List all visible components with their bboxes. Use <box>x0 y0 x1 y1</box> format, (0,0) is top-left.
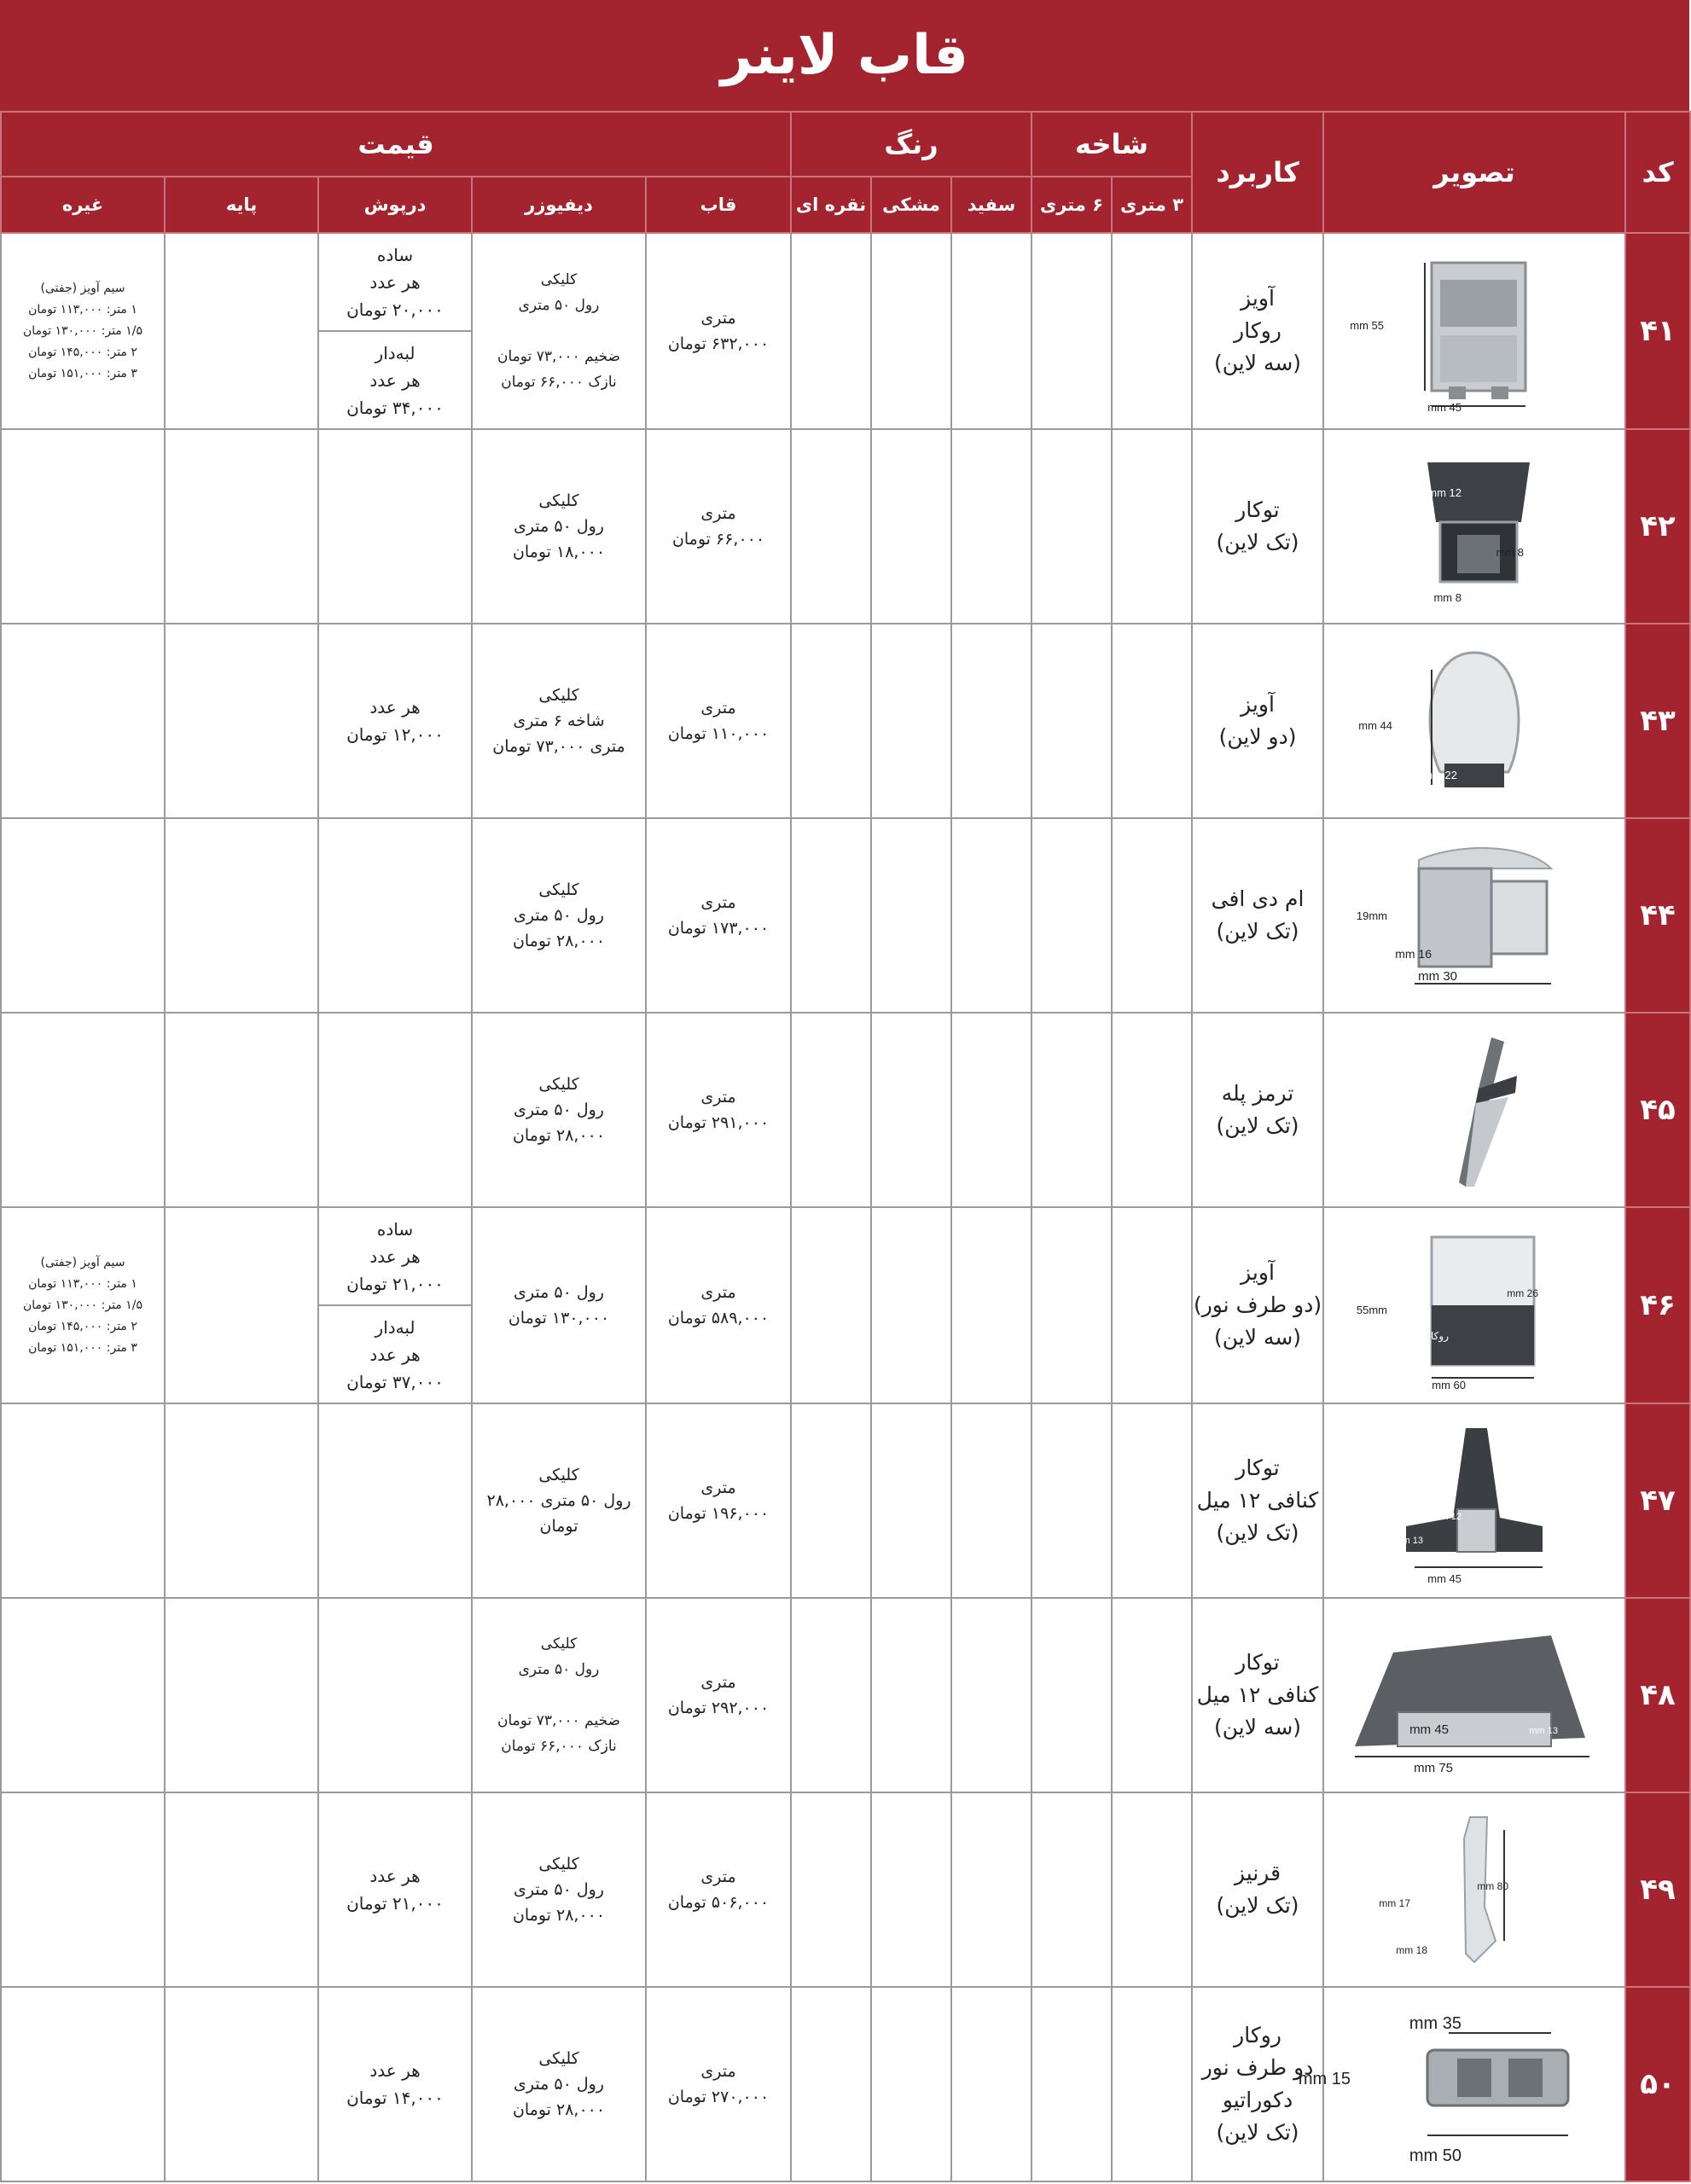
header-cover: درپوش <box>318 177 472 233</box>
dim-label: 45 mm <box>1409 1722 1450 1737</box>
usage-cell: توکار کنافی ۱۲ میل (سه لاین) <box>1192 1598 1323 1792</box>
dim-label: 80 mm <box>1477 1880 1509 1892</box>
header-black: مشکی <box>871 177 951 233</box>
frame-price: متری ۱۱۰,۰۰۰ تومان <box>646 624 791 818</box>
diffuser-price: کلیکی رول ۵۰ متری ۲۸,۰۰۰ تومان <box>472 818 646 1013</box>
branch-6m-cell <box>1031 1598 1112 1792</box>
dim-label: 55mm <box>1356 1304 1388 1316</box>
header-color: رنگ <box>791 112 1031 177</box>
header-image: تصویر <box>1323 112 1625 233</box>
frame-price: متری ۶۶,۰۰۰ تومان <box>646 429 791 624</box>
dim-label: 55 mm <box>1350 319 1385 332</box>
usage-cell: توکار کنافی ۱۲ میل (تک لاین) <box>1192 1403 1323 1598</box>
dim-label: 8 mm <box>1433 591 1462 604</box>
dim-label: 16 mm <box>1395 947 1432 961</box>
other-price <box>1 1013 165 1207</box>
header-silver: نقره ای <box>791 177 871 233</box>
usage-cell: ام دی افی (تک لاین) <box>1192 818 1323 1013</box>
profile-image <box>1323 1013 1625 1207</box>
header-branch: شاخه <box>1031 112 1192 177</box>
branch-6m-cell <box>1031 624 1112 818</box>
product-code: ۴۲ <box>1625 429 1690 624</box>
white-cell <box>951 1792 1031 1987</box>
branch-6m-cell <box>1031 1207 1112 1403</box>
cover-price <box>318 429 472 624</box>
table-row <box>1 429 1690 624</box>
usage-cell: ترمز پله (تک لاین) <box>1192 1013 1323 1207</box>
usage-cell: روکار دو طرف نور دکوراتیو (تک لاین) <box>1192 1987 1323 2181</box>
dim-label: 44 mm <box>1358 719 1393 732</box>
diffuser-price: کلیکی رول ۵۰ متری ۲۸,۰۰۰ تومان <box>472 1013 646 1207</box>
black-cell <box>871 1987 951 2181</box>
other-price: سیم آویز (جفتی) ۱ متر: ۱۱۳,۰۰۰ تومان ۱/۵ متر: ۱۳۰,۰۰۰ تومان ۲ متر: ۱۴۵,۰۰۰ تومان ۳ متر: ۱۵۱,۰۰۰ تومان <box>1 1207 165 1403</box>
profile-diagram <box>1356 1220 1568 1391</box>
dim-label: 35 mm <box>1409 2014 1462 2033</box>
header-code: کد <box>1625 112 1690 233</box>
frame-price: متری ۲۷۰,۰۰۰ تومان <box>646 1987 791 2181</box>
branch-6m-cell <box>1031 429 1112 624</box>
profile-image <box>1323 233 1625 429</box>
profile-image <box>1323 1207 1625 1403</box>
usage-cell: آویز روکار (سه لاین) <box>1192 233 1323 429</box>
frame-price: متری ۵۸۹,۰۰۰ تومان <box>646 1207 791 1403</box>
branch-3m-cell <box>1112 1403 1192 1598</box>
cover-simple: ساده هر عدد ۲۱,۰۰۰ تومان <box>346 1218 444 1294</box>
branch-6m-cell <box>1031 1403 1112 1598</box>
branch-3m-cell <box>1112 1987 1192 2181</box>
white-cell <box>951 1013 1031 1207</box>
base-price <box>165 429 318 624</box>
frame-price: متری ۵۰۶,۰۰۰ تومان <box>646 1792 791 1987</box>
product-code: ۴۶ <box>1625 1207 1690 1403</box>
dim-label: 26 mm <box>1507 1287 1539 1299</box>
other-price <box>1 624 165 818</box>
diffuser-price: کلیکی رول ۵۰ متری ۱۸,۰۰۰ تومان <box>472 429 646 624</box>
base-price <box>165 1792 318 1987</box>
usage-cell: توکار (تک لاین) <box>1192 429 1323 624</box>
product-code: ۴۷ <box>1625 1403 1690 1598</box>
base-price <box>165 818 318 1013</box>
base-price <box>165 1598 318 1792</box>
usage-cell: آویز (دو طرف نور) (سه لاین) <box>1192 1207 1323 1403</box>
branch-3m-cell <box>1112 624 1192 818</box>
black-cell <box>871 1207 951 1403</box>
black-cell <box>871 818 951 1013</box>
table-row <box>1 233 1690 429</box>
branch-3m-cell <box>1112 429 1192 624</box>
header-usage: کاربرد <box>1192 112 1323 233</box>
product-code: ۴۱ <box>1625 233 1690 429</box>
cover-price: هر عدد ۱۲,۰۰۰ تومان <box>318 624 472 818</box>
base-price <box>165 624 318 818</box>
dim-label: 13 mm <box>1394 1536 1424 1546</box>
branch-3m-cell <box>1112 818 1192 1013</box>
silver-cell <box>791 1403 871 1598</box>
black-cell <box>871 429 951 624</box>
dim-label: 18 mm <box>1396 1944 1428 1956</box>
dim-label: 8 mm <box>1496 546 1525 559</box>
table-row <box>1 1403 1690 1598</box>
frame-price: متری ۲۹۱,۰۰۰ تومان <box>646 1013 791 1207</box>
dim-label: 17 mm <box>1379 1897 1411 1909</box>
white-cell <box>951 624 1031 818</box>
header-diffuser: دیفیوزر <box>472 177 646 233</box>
frame-price: متری ۶۳۲,۰۰۰ تومان <box>646 233 791 429</box>
frame-price: متری ۱۷۳,۰۰۰ تومان <box>646 818 791 1013</box>
white-cell <box>951 233 1031 429</box>
profile-diagram <box>1380 1415 1568 1586</box>
dim-label: 12 mm <box>1427 486 1462 499</box>
profile-image <box>1298 1987 1625 2181</box>
silver-cell <box>791 1207 871 1403</box>
product-code: ۵۰ <box>1625 1987 1690 2181</box>
diffuser-price: کلیکی رول ۵۰ متری ۲۸,۰۰۰ تومان <box>472 1792 646 1987</box>
profile-image <box>1323 1792 1625 1987</box>
branch-6m-cell <box>1031 233 1112 429</box>
dim-label: 50 mm <box>1409 2146 1462 2165</box>
diffuser-price: کلیکی شاخه ۶ متری متری ۷۳,۰۰۰ تومان <box>472 624 646 818</box>
black-cell <box>871 233 951 429</box>
black-cell <box>871 1013 951 1207</box>
page-title: قاب لاینر <box>0 0 1689 111</box>
silver-cell <box>791 624 871 818</box>
other-price <box>1 1598 165 1792</box>
profile-diagram <box>1356 830 1568 1001</box>
cover-price <box>318 1598 472 1792</box>
base-price <box>165 1013 318 1207</box>
base-price <box>165 233 318 429</box>
silver-cell <box>791 818 871 1013</box>
cover-simple: ساده هر عدد ۲۰,۰۰۰ تومان <box>346 244 444 320</box>
black-cell <box>871 1792 951 1987</box>
dim-label: 75 mm <box>1414 1761 1454 1775</box>
header-price: قیمت <box>1 112 791 177</box>
white-cell <box>951 429 1031 624</box>
cover-price <box>318 233 472 429</box>
dim-label: 13 mm <box>1529 1726 1559 1736</box>
profile-diagram <box>1380 441 1568 612</box>
branch-6m-cell <box>1031 818 1112 1013</box>
table-row <box>1 818 1690 1013</box>
cover-price <box>318 818 472 1013</box>
dim-label: 45 mm <box>1427 1572 1462 1585</box>
table-row <box>1 1987 1690 2181</box>
header-branch-6m: ۶ متری <box>1031 177 1112 233</box>
diffuser-price: کلیکی رول ۵۰ متری ضخیم ۷۳,۰۰۰ تومان نازک ۶۶,۰۰۰ تومان <box>472 233 646 429</box>
dim-label: 60 mm <box>1432 1379 1467 1391</box>
product-code: ۴۴ <box>1625 818 1690 1013</box>
header-branch-3m: ۳ متری <box>1112 177 1192 233</box>
diffuser-price: کلیکی رول ۵۰ متری ضخیم ۷۳,۰۰۰ تومان نازک ۶۶,۰۰۰ تومان <box>472 1598 646 1792</box>
header-base: پایه <box>165 177 318 233</box>
product-table <box>0 111 1691 2182</box>
black-cell <box>871 1403 951 1598</box>
dim-label: 45 mm <box>1427 401 1462 414</box>
usage-cell: قرنیز (تک لاین) <box>1192 1792 1323 1987</box>
base-price <box>165 1403 318 1598</box>
cover-price <box>318 1207 472 1403</box>
cover-edged: لبه‌دار هر عدد ۳۴,۰۰۰ تومان <box>319 330 471 428</box>
profile-diagram <box>1350 246 1568 416</box>
cover-price: هر عدد ۱۴,۰۰۰ تومان <box>318 1987 472 2181</box>
header-frame: قاب <box>646 177 791 233</box>
black-cell <box>871 624 951 818</box>
branch-6m-cell <box>1031 1013 1112 1207</box>
frame-price: متری ۱۹۶,۰۰۰ تومان <box>646 1403 791 1598</box>
dim-label: 30 mm <box>1418 969 1458 984</box>
dim-label: 15 mm <box>1298 2070 1351 2088</box>
branch-3m-cell <box>1112 1792 1192 1987</box>
branch-3m-cell <box>1112 1013 1192 1207</box>
profile-diagram <box>1298 1999 1602 2169</box>
product-code: ۴۸ <box>1625 1598 1690 1792</box>
white-cell <box>951 1987 1031 2181</box>
product-code: ۴۹ <box>1625 1792 1690 1987</box>
profile-diagram <box>1380 1804 1568 1975</box>
silver-cell <box>791 1598 871 1792</box>
branch-3m-cell <box>1112 1598 1192 1792</box>
profile-diagram <box>1358 636 1568 806</box>
table-row <box>1 1013 1690 1207</box>
dim-label: روکار دو طرفه <box>1386 1330 1450 1342</box>
other-price <box>1 1792 165 1987</box>
white-cell <box>951 1207 1031 1403</box>
branch-3m-cell <box>1112 233 1192 429</box>
profile-image <box>1323 818 1625 1013</box>
diffuser-price: کلیکی رول ۵۰ متری ۲۸,۰۰۰ تومان <box>472 1403 646 1598</box>
table-row <box>1 1598 1690 1792</box>
table-row <box>1 624 1690 818</box>
profile-image <box>1323 624 1625 818</box>
branch-6m-cell <box>1031 1792 1112 1987</box>
white-cell <box>951 1403 1031 1598</box>
other-price <box>1 429 165 624</box>
product-code: ۴۵ <box>1625 1013 1690 1207</box>
silver-cell <box>791 233 871 429</box>
other-price <box>1 1403 165 1598</box>
branch-3m-cell <box>1112 1207 1192 1403</box>
diffuser-price: کلیکی رول ۵۰ متری ۲۸,۰۰۰ تومان <box>472 1987 646 2181</box>
dim-label: 12 mm <box>1432 1512 1462 1522</box>
header-white: سفید <box>951 177 1031 233</box>
profile-image <box>1323 429 1625 624</box>
silver-cell <box>791 1987 871 2181</box>
white-cell <box>951 1598 1031 1792</box>
header-other: غیره <box>1 177 165 233</box>
profile-diagram <box>1380 1025 1568 1195</box>
profile-image <box>1323 1598 1625 1792</box>
cover-price: هر عدد ۲۱,۰۰۰ تومان <box>318 1792 472 1987</box>
profile-diagram <box>1346 1610 1602 1780</box>
black-cell <box>871 1598 951 1792</box>
white-cell <box>951 818 1031 1013</box>
frame-price: متری ۲۹۲,۰۰۰ تومان <box>646 1598 791 1792</box>
other-price <box>1 818 165 1013</box>
dim-label: 22 mm <box>1423 769 1458 781</box>
silver-cell <box>791 1792 871 1987</box>
silver-cell <box>791 1013 871 1207</box>
base-price <box>165 1207 318 1403</box>
cover-price <box>318 1013 472 1207</box>
branch-6m-cell <box>1031 1987 1112 2181</box>
base-price <box>165 1987 318 2181</box>
profile-image <box>1323 1403 1625 1598</box>
other-price <box>1 1987 165 2181</box>
silver-cell <box>791 429 871 624</box>
cover-price <box>318 1403 472 1598</box>
table-row <box>1 1792 1690 1987</box>
product-code: ۴۳ <box>1625 624 1690 818</box>
cover-edged: لبه‌دار هر عدد ۳۷,۰۰۰ تومان <box>319 1304 471 1403</box>
dim-label: 19mm <box>1356 909 1388 922</box>
table-row <box>1 1207 1690 1403</box>
other-price: سیم آویز (جفتی) ۱ متر: ۱۱۳,۰۰۰ تومان ۱/۵ متر: ۱۳۰,۰۰۰ تومان ۲ متر: ۱۴۵,۰۰۰ تومان ۳ متر: ۱۵۱,۰۰۰ تومان <box>1 233 165 429</box>
usage-cell: آویز (دو لاین) <box>1192 624 1323 818</box>
diffuser-price: رول ۵۰ متری ۱۳۰,۰۰۰ تومان <box>472 1207 646 1403</box>
